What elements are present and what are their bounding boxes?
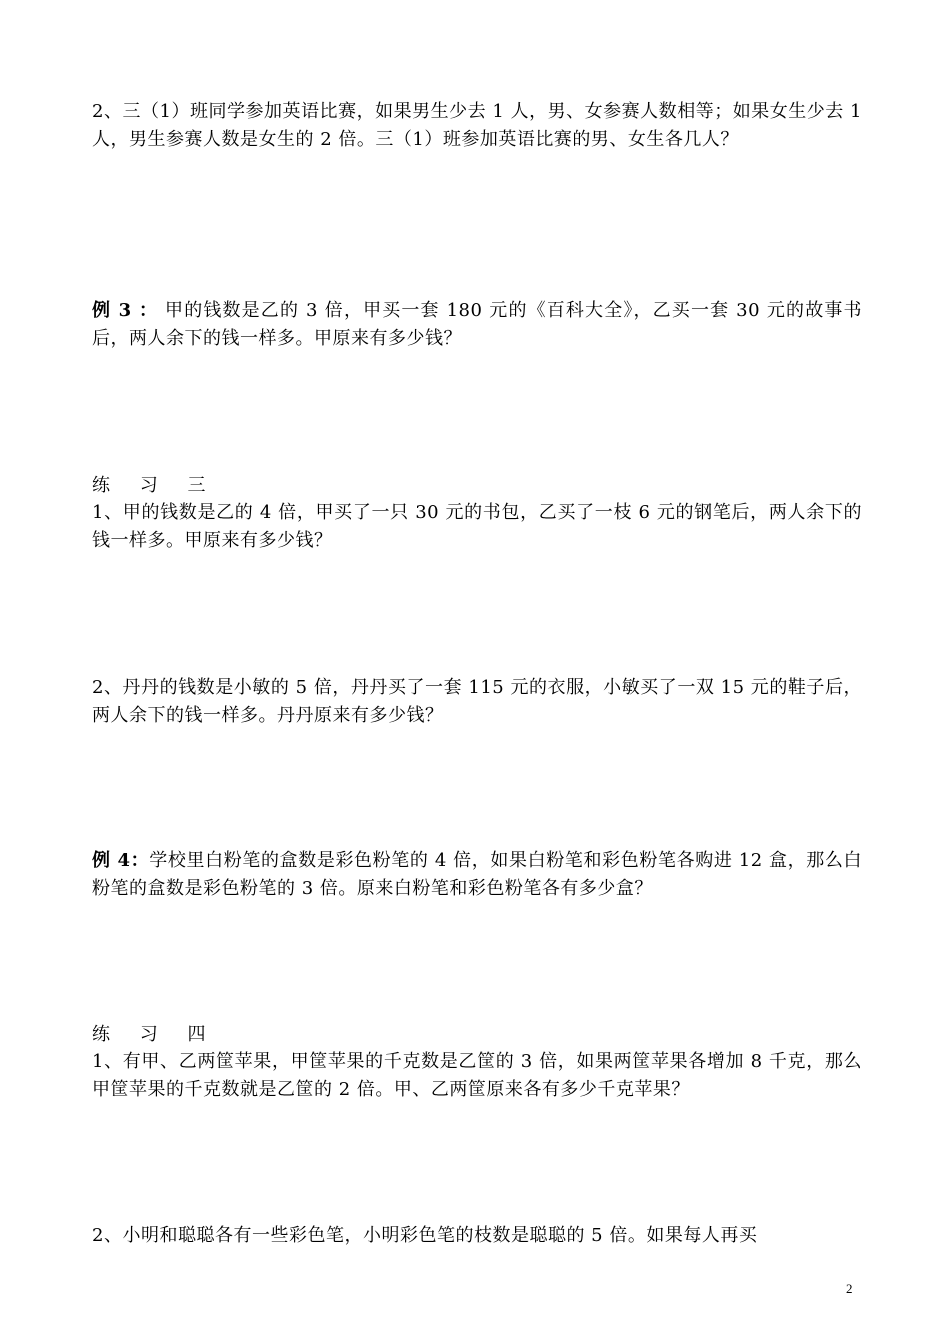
practice-4-heading: 练 习 四 [92,1024,218,1045]
question-2-class-contest: 2、三（1）班同学参加英语比赛，如果男生少去 1 人，男、女参赛人数相等；如果女生少去 1 人，男生参赛人数是女生的 2 倍。三（1）班参加英语比赛的男、女生各几人？ [92,101,862,150]
example-3 [92,297,862,353]
practice-4-question-2: 2、小明和聪聪各有一些彩色笔，小明彩色笔的枝数是聪聪的 5 倍。如果每人再买 [92,1225,758,1246]
example-4-text: 学校里白粉笔的盒数是彩色粉笔的 4 倍，如果白粉笔和彩色粉笔各购进 12 盒，那么白粉笔的盒数是彩色粉笔的 3 倍。原来白粉笔和彩色粉笔各有多少盒？ [92,850,862,899]
page-number: 2 [846,1281,853,1296]
practice-4-question-1: 1、有甲、乙两筐苹果，甲筐苹果的千克数是乙筐的 3 倍，如果两筐苹果各增加 8 千克，那么甲筐苹果的千克数就是乙筐的 2 倍。甲、乙两筐原来各有多少千克苹果？ [92,1051,862,1100]
practice-3-question-1: 1、甲的钱数是乙的 4 倍，甲买了一只 30 元的书包，乙买了一枝 6 元的钢笔后，两人余下的钱一样多。甲原来有多少钱？ [92,502,862,551]
example-4-label: 例 4： [92,850,150,871]
example-3-text: 甲的钱数是乙的 3 倍，甲买一套 180 元的《百科大全》，乙买一套 30 元的故事书后，两人余下的钱一样多。甲原来有多少钱？ [92,300,863,349]
example-4 [92,847,862,903]
example-3-label: 例 3 ： [92,300,159,321]
practice-3-heading: 练 习 三 [92,475,218,496]
practice-3-question-2: 2、丹丹的钱数是小敏的 5 倍，丹丹买了一套 115 元的衣服，小敏买了一双 15 元的鞋子后，两人余下的钱一样多。丹丹原来有多少钱？ [92,677,862,726]
